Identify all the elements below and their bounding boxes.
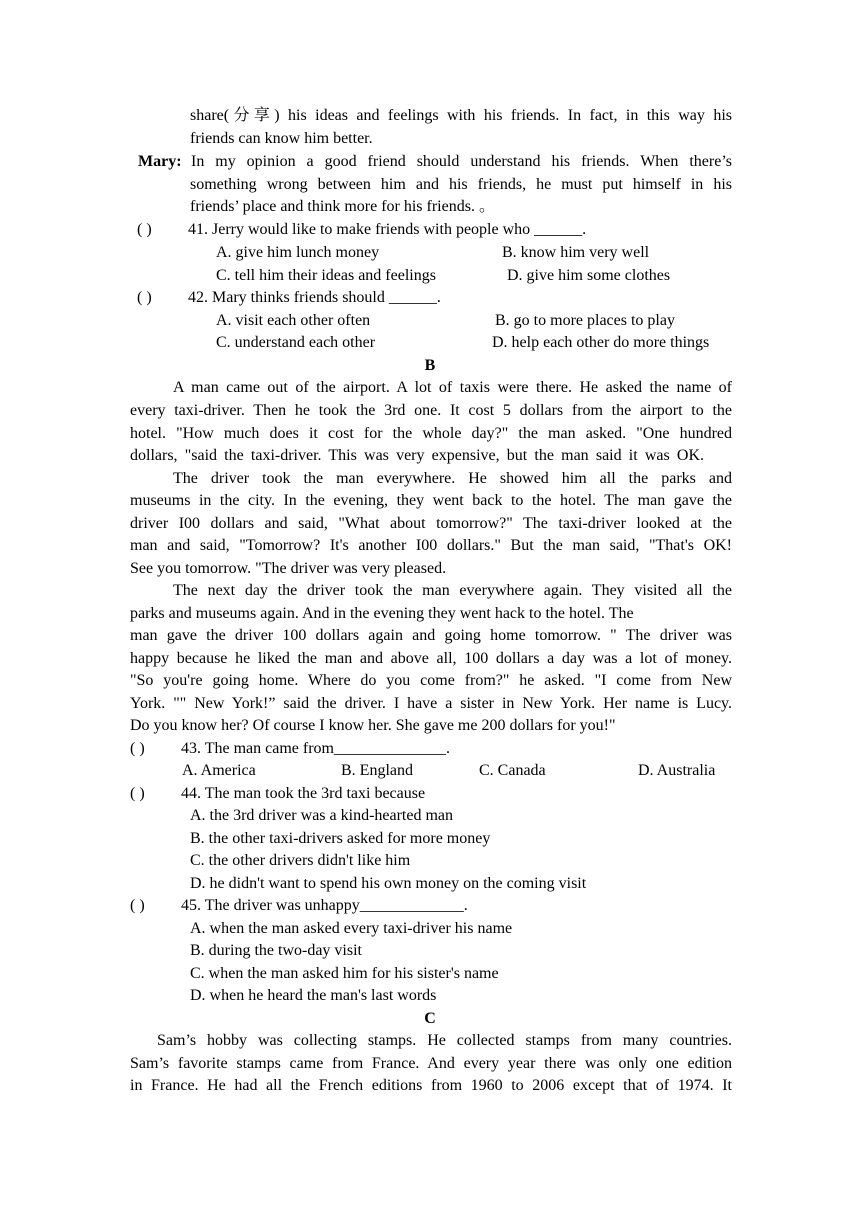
passage-a-line: friends can know him better. (190, 130, 373, 147)
option-b: B. know him very well (502, 244, 650, 261)
option-b: B. the other taxi-drivers asked for more money (190, 830, 491, 847)
passage-b-line: The driver took the man everywhere. He showed him all the parks and (173, 470, 732, 487)
section-heading: B (424, 357, 436, 374)
option-d: D. he didn't want to spend his own money on the coming visit (190, 875, 587, 892)
option-b: B. go to more places to play (495, 312, 675, 329)
answer-parenthesis: ( ) (130, 785, 145, 802)
option-c: C. Canada (479, 762, 546, 779)
answer-parenthesis: ( ) (137, 221, 152, 238)
passage-b-line: A man came out of the airport. A lot of taxis were there. He asked the name of (173, 379, 732, 396)
passage-b-line: dollars, "said the taxi-driver. This was very expensive, but the man said it was OK. (130, 447, 704, 464)
passage-c-line: in France. He had all the French editions from 1960 to 2006 except that of 1974. It (130, 1077, 732, 1094)
question-stem: 45. The driver was unhappy_____________. (181, 897, 468, 914)
question-stem: 41. Jerry would like to make friends with people who ______. (188, 221, 587, 238)
option-a: A. the 3rd driver was a kind-hearted man (190, 807, 454, 824)
option-a: A. give him lunch money (216, 244, 380, 261)
passage-b-line: parks and museums again. And in the evening they went hack to the hotel. The (130, 605, 634, 622)
option-a: A. when the man asked every taxi-driver his name (190, 920, 513, 937)
passage-c-line: Sam’s hobby was collecting stamps. He collected stamps from many countries. (157, 1032, 732, 1049)
question-stem: 43. The man came from______________. (181, 740, 450, 757)
answer-parenthesis: ( ) (130, 740, 145, 757)
passage-b-line: Do you know her? Of course I know her. She gave me 200 dollars for you!" (130, 717, 616, 734)
option-c: C. tell him their ideas and feelings (216, 267, 436, 284)
option-d: D. help each other do more things (492, 334, 710, 351)
option-c: C. the other drivers didn't like him (190, 852, 411, 869)
option-d: D. give him some clothes (507, 267, 671, 284)
option-d: D. when he heard the man's last words (190, 987, 437, 1004)
option-d: D. Australia (638, 762, 716, 779)
answer-parenthesis: ( ) (130, 897, 145, 914)
passage-b-line: man and said, "Tomorrow? It's another I00 dollars." But the man said, "That's OK! (130, 537, 732, 554)
option-c: C. when the man asked him for his sister's name (190, 965, 499, 982)
speaker-label: Mary: (138, 153, 182, 170)
option-c: C. understand each other (216, 334, 376, 351)
passage-b-line: York. "" New York!” said the driver. I have a sister in New York. Her name is Lucy. (130, 695, 732, 712)
passage-a-line: share(分享) his ideas and feelings with his friends. In fact, in this way his (190, 107, 732, 124)
passage-b-line: The next day the driver took the man everywhere again. They visited all the (173, 582, 732, 599)
passage-b-line: happy because he liked the man and above all, 100 dollars a day was a lot of money. (130, 650, 732, 667)
option-b: B. England (341, 762, 413, 779)
passage-a-line: something wrong between him and his friends, he must put himself in his (190, 176, 732, 193)
passage-b-line: hotel. "How much does it cost for the whole day?" the man asked. "One hundred (130, 425, 732, 442)
question-stem: 42. Mary thinks friends should ______. (188, 289, 441, 306)
option-a: A. America (182, 762, 256, 779)
option-a: A. visit each other often (216, 312, 371, 329)
passage-b-line: driver I00 dollars and said, "What about tomorrow?" The taxi-driver looked at the (130, 515, 732, 532)
passage-a-line: In my opinion a good friend should understand his friends. When there’s (191, 153, 732, 170)
option-b: B. during the two-day visit (190, 942, 362, 959)
question-stem: 44. The man took the 3rd taxi because (181, 785, 426, 802)
passage-b-line: every taxi-driver. Then he took the 3rd one. It cost 5 dollars from the airport to the (130, 402, 732, 419)
passage-c-line: Sam’s favorite stamps came from France. And every year there was only one edition (130, 1055, 732, 1072)
passage-b-line: museums in the city. In the evening, they went back to the hotel. The man gave the (130, 492, 732, 509)
passage-b-line: man gave the driver 100 dollars again and going home tomorrow. " The driver was (130, 627, 732, 644)
passage-b-line: See you tomorrow. "The driver was very pleased. (130, 560, 447, 577)
answer-parenthesis: ( ) (137, 289, 152, 306)
passage-b-line: "So you're going home. Where do you come from?" he asked. "I come from New (130, 672, 732, 689)
passage-a-line: friends’ place and think more for his friends. 。 (190, 198, 495, 215)
section-heading: C (424, 1010, 436, 1027)
